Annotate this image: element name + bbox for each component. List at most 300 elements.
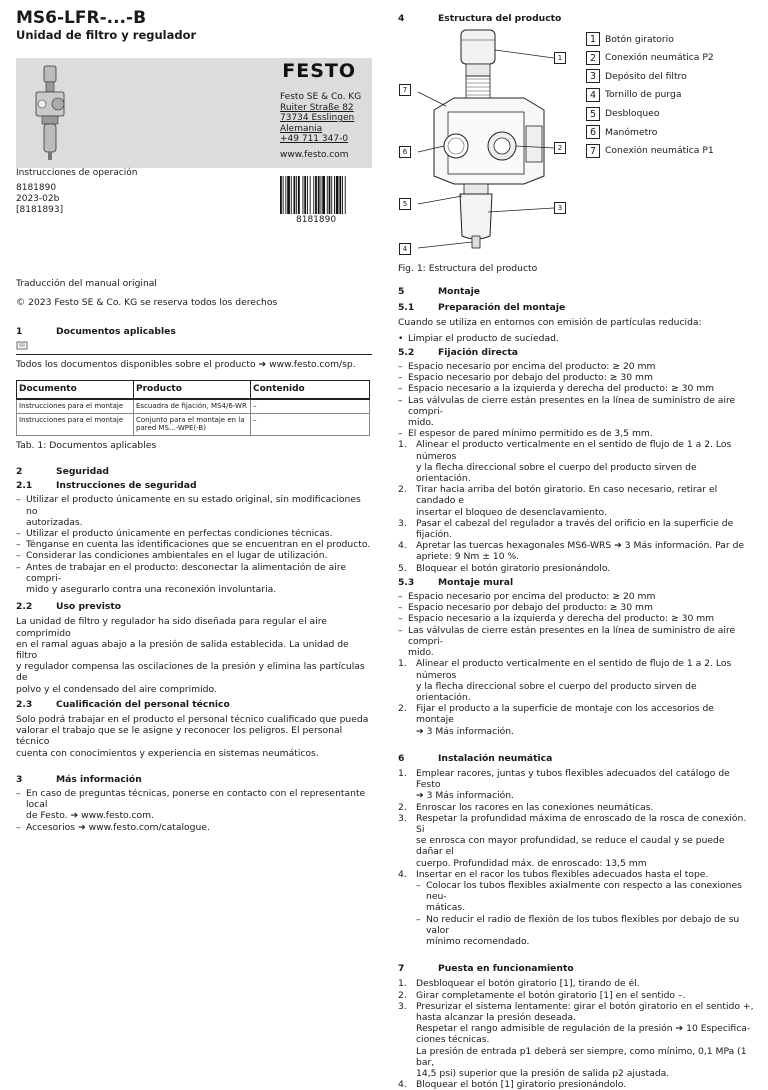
- section-heading: [16, 480, 372, 491]
- list-item: [398, 914, 754, 948]
- text-line: Espacio necesario a la izquierda y derecha del producto: ≥ 30 mm: [408, 383, 715, 395]
- legend-label: Tornillo de purga: [605, 89, 682, 101]
- list-marker: 2.: [398, 484, 407, 496]
- barcode-bar: [321, 176, 322, 214]
- table-header: Producto: [134, 381, 251, 400]
- list-marker: –: [16, 527, 21, 539]
- list-marker: –: [398, 361, 403, 373]
- safety-list: [16, 494, 372, 595]
- section-heading: [398, 13, 561, 24]
- list-marker: –: [16, 550, 21, 562]
- list-marker: –: [398, 591, 403, 603]
- barcode-bar: [307, 176, 308, 214]
- list-marker: –: [398, 613, 403, 625]
- list-item: [398, 439, 754, 484]
- list-marker: 2.: [398, 703, 407, 715]
- figure-caption: Fig. 1: Estructura del producto: [398, 263, 538, 274]
- section-title: Documentos aplicables: [56, 326, 176, 338]
- text-line: Espacio necesario por encima del producto: ≥ 20 mm: [408, 361, 656, 373]
- barcode-bar: [315, 176, 317, 214]
- list-item-text: [416, 768, 754, 802]
- section-heading: [16, 699, 372, 710]
- address-line: Ruiter Straße 82: [280, 102, 354, 113]
- text-line: El espesor de pared mínimo permitido es de 3,5 mm.: [408, 428, 653, 440]
- list-item-text: [408, 395, 754, 429]
- list-item: [16, 539, 372, 550]
- wall-mounting-steps: [398, 658, 754, 736]
- list-item-text: [26, 539, 370, 550]
- legend-item: [586, 49, 714, 68]
- table-cell: Escuadra de fijación, MS4/6-WR: [134, 399, 251, 413]
- code-line: 2023-02b: [16, 194, 60, 204]
- bullet-icon: •: [398, 332, 404, 344]
- text-line: Espacio necesario por encima del producto: ≥ 20 mm: [408, 591, 656, 603]
- section-title: Instalación neumática: [438, 752, 553, 764]
- list-item: [16, 562, 372, 596]
- list-item-text: [416, 484, 754, 518]
- text-line: Desbloquear el botón giratorio [1], tirando de él.: [416, 978, 640, 990]
- legend-number: 6: [586, 125, 600, 139]
- wall-mounting-list: [398, 591, 754, 658]
- barcode-icon: [279, 176, 369, 214]
- section-heading: [398, 286, 754, 297]
- table-caption: Tab. 1: Documentos aplicables: [16, 439, 157, 451]
- commissioning-steps: [398, 978, 754, 1090]
- legend-label: Desbloqueo: [605, 108, 660, 120]
- section-title: Seguridad: [56, 465, 109, 477]
- text-line: Solo podrá trabajar en el producto el personal técnico cualificado que pueda: [16, 713, 369, 725]
- list-item: [398, 1079, 754, 1090]
- list-item-text: [426, 880, 754, 914]
- barcode-bar: [298, 176, 300, 214]
- table-header: Documento: [17, 381, 134, 400]
- barcode-bar: [304, 176, 306, 214]
- table-header: Contenido: [251, 381, 370, 400]
- text-line: Las válvulas de cierre están presentes en la línea de suministro de aire compri-: [408, 394, 736, 417]
- text-line: autorizadas.: [26, 516, 83, 528]
- section-number: 4: [398, 13, 405, 24]
- text-line: Pasar el cabezal del regulador a través del orificio en la superficie de fijación.: [416, 517, 734, 541]
- code-line: 8181890: [16, 183, 57, 193]
- list-item: [398, 428, 754, 439]
- barcode-number: 8181890: [296, 215, 337, 225]
- section-title: Preparación del montaje: [438, 302, 566, 314]
- section-number: 2.2: [16, 601, 33, 613]
- list-marker: –: [16, 561, 21, 573]
- legend-item: [586, 123, 714, 142]
- list-item: [16, 528, 372, 539]
- list-item: [398, 383, 754, 394]
- preparation-text: Cuando se utiliza en entornos con emisión de partículas reducida:: [398, 317, 702, 329]
- list-marker: 4.: [398, 540, 407, 552]
- table-cell: Conjunto para el montaje en la pared MS...-WPE(-B): [134, 413, 251, 435]
- section-title: Montaje: [438, 286, 480, 297]
- text-line: hasta alcanzar la presión deseada.: [416, 1011, 577, 1023]
- legend-number: 4: [586, 88, 600, 102]
- applicable-docs-text: Todos los documentos disponibles sobre el producto ➔ www.festo.com/sp.: [16, 354, 372, 370]
- legend-label: Botón giratorio: [605, 33, 674, 45]
- section-number: 6: [398, 752, 405, 764]
- list-marker: –: [16, 494, 21, 506]
- text-line: insertar el bloqueo de desenclavamiento.: [416, 506, 607, 518]
- list-item: [398, 563, 754, 574]
- barcode-bar: [280, 176, 282, 214]
- text-line: Fijar el producto a la superficie de montaje con los accesorios de montaje: [416, 703, 714, 726]
- list-item: [398, 703, 754, 737]
- barcode-bar: [342, 176, 343, 214]
- list-marker: –: [416, 879, 421, 891]
- text-line: La unidad de filtro y regulador ha sido diseñada para regular el aire comprimido: [16, 616, 327, 639]
- legend-item: [586, 104, 714, 123]
- text-line: cuenta con conocimientos y experiencia en sistemas neumáticos.: [16, 747, 319, 759]
- document-codes: [16, 183, 63, 216]
- festo-logo: FESTO: [282, 60, 356, 82]
- text-line: La presión de entrada p1 deberá ser siempre, como mínimo, 0,1 MPa (1 bar,: [416, 1045, 747, 1068]
- legend-item: [586, 86, 714, 105]
- section-title: Montaje mural: [438, 576, 514, 588]
- list-marker: –: [16, 788, 21, 799]
- barcode-bar: [322, 176, 325, 214]
- structure-legend: [586, 30, 714, 160]
- list-item: [16, 788, 372, 822]
- list-item-text: [416, 978, 640, 989]
- list-marker: –: [398, 602, 403, 614]
- text-line: Las válvulas de cierre están presentes en la línea de suministro de aire compri-: [408, 624, 736, 647]
- barcode-bar: [291, 176, 292, 214]
- section-title: Estructura del producto: [438, 13, 562, 24]
- barcode-bar: [329, 176, 331, 214]
- callout-7: 7: [399, 84, 411, 96]
- text-line: mido y asegurarlo contra una reconexión involuntaria.: [26, 583, 277, 595]
- company-website-link[interactable]: www.festo.com: [280, 149, 349, 160]
- list-item-text: [408, 591, 655, 602]
- section-title: Puesta en funcionamiento: [438, 963, 574, 975]
- list-item-text: [408, 428, 653, 439]
- product-thumbnail-icon: [30, 64, 70, 164]
- section-number: 3: [16, 773, 23, 785]
- text-line: ciones técnicas.: [416, 1034, 490, 1046]
- list-item-text: [26, 822, 210, 833]
- callout-6: 6: [399, 146, 411, 158]
- list-marker: 3.: [398, 517, 407, 529]
- barcode-bar: [296, 176, 297, 214]
- section-number: 5.1: [398, 302, 415, 314]
- text-line: cuerpo. Profundidad máx. de enroscado: 13,5 mm: [416, 857, 647, 869]
- callout-2: 2: [554, 142, 566, 154]
- text-line: 14,5 psi) superior que la presión de salida p2 ajustada.: [416, 1068, 670, 1079]
- address-line: 73734 Esslingen: [280, 113, 355, 124]
- more-info-list: [16, 788, 372, 833]
- list-item-text: Limpiar el producto de suciedad.: [408, 332, 559, 344]
- list-marker: 5.: [398, 562, 407, 574]
- list-item: [398, 625, 754, 659]
- list-item-text: [416, 990, 685, 1001]
- right-column: [398, 286, 754, 1090]
- text-line: ➔ 3 Más información.: [416, 725, 515, 737]
- callout-3: 3: [554, 202, 566, 214]
- list-marker: –: [398, 394, 403, 406]
- text-line: Espacio necesario por debajo del producto: ≥ 30 mm: [408, 602, 653, 614]
- list-item: [398, 333, 754, 344]
- list-item-text: [416, 563, 610, 574]
- section-number: 2: [16, 465, 23, 477]
- barcode-bar: [287, 176, 290, 214]
- direct-mounting-list: [398, 361, 754, 439]
- barcode-bar: [283, 176, 284, 214]
- section-title: Fijación directa: [438, 346, 518, 358]
- operating-instructions-label: Instrucciones de operación: [16, 168, 138, 178]
- text-line: Apretar las tuercas hexagonales MS6-WRS ➔ 3 Más información. Par de: [416, 540, 745, 552]
- text-line: No reducir el radio de flexión de los tubos flexibles por debajo de su valor: [426, 913, 740, 936]
- list-item-text: [416, 802, 653, 813]
- text-line: Antes de trabajar en el producto: desconectar la alimentación de aire compri-: [26, 561, 347, 584]
- list-item: [398, 1001, 754, 1079]
- text-line: y la flecha direccional sobre el cuerpo del producto sirven de orientación.: [416, 680, 697, 703]
- barcode-bar: [327, 176, 328, 214]
- section-heading: [398, 577, 754, 588]
- text-line: Enroscar los racores en las conexiones neumáticas.: [416, 801, 654, 813]
- barcode-bar: [303, 176, 304, 214]
- list-marker: 2.: [398, 801, 407, 813]
- list-marker: –: [416, 913, 421, 925]
- barcode-bar: [331, 176, 332, 214]
- text-line: Ténganse en cuenta las identificaciones que se encuentran en el producto.: [26, 539, 371, 551]
- list-marker: 3.: [398, 1000, 407, 1012]
- section-number: 1: [16, 326, 23, 338]
- list-marker: 1.: [398, 439, 407, 451]
- translation-note: Traducción del manual original: [16, 278, 157, 289]
- section-number: 2.3: [16, 698, 33, 710]
- text-line: mínimo recomendado.: [426, 935, 530, 947]
- text-line: Bloquear el botón giratorio presionándolo.: [416, 562, 611, 574]
- list-item: [398, 802, 754, 813]
- section-title: Uso previsto: [56, 601, 122, 613]
- section-number: 5.3: [398, 576, 415, 588]
- list-item-text: [416, 703, 754, 737]
- section-number: 5: [398, 286, 405, 297]
- list-item-text: [26, 562, 372, 596]
- list-item-text: [416, 869, 708, 880]
- barcode-bar: [285, 176, 286, 214]
- qualification-text: [16, 714, 372, 759]
- legend-item: [586, 142, 714, 161]
- list-item-text: [416, 1001, 754, 1079]
- text-line: Bloquear el botón [1] giratorio presionándolo.: [416, 1079, 627, 1090]
- legend-label: Depósito del filtro: [605, 70, 687, 82]
- list-item: [398, 484, 754, 518]
- text-line: Colocar los tubos flexibles axialmente con respecto a las conexiones neu-: [426, 879, 742, 903]
- list-marker: 3.: [398, 812, 407, 824]
- list-marker: 1.: [398, 658, 407, 670]
- list-item: [398, 658, 754, 703]
- list-item: [398, 540, 754, 562]
- info-icon: [16, 341, 28, 350]
- table-cell: –: [251, 399, 370, 413]
- text-line: Utilizar el producto únicamente en su estado original, sin modificaciones no: [26, 494, 361, 517]
- text-line: Alinear el producto verticalmente en el sentido de flujo de 1 a 2. Los números: [416, 658, 732, 681]
- list-marker: –: [16, 539, 21, 551]
- text-line: Espacio necesario por debajo del producto: ≥ 30 mm: [408, 372, 653, 384]
- list-item-text: [408, 383, 714, 394]
- list-item: [398, 978, 754, 989]
- table-row: [17, 399, 370, 413]
- list-item-text: [416, 658, 754, 703]
- text-line: Alinear el producto verticalmente en el sentido de flujo de 1 a 2. Los números: [416, 439, 732, 462]
- list-item-text: [26, 528, 333, 539]
- left-column: [16, 278, 372, 833]
- list-item: [398, 869, 754, 880]
- address-line: +49 711 347-0: [280, 134, 349, 145]
- section-title: Más información: [56, 773, 142, 785]
- text-line: Insertar en el racor los tubos flexibles adecuados hasta el tope.: [416, 868, 709, 880]
- applicable-docs-table: [16, 380, 370, 436]
- list-item: [398, 372, 754, 383]
- barcode-bar: [294, 176, 296, 214]
- text-line: Girar completamente el botón giratorio [1] en el sentido –.: [416, 989, 686, 1001]
- text-line: mido.: [408, 417, 434, 429]
- section-heading: [16, 326, 372, 337]
- table-cell: –: [251, 413, 370, 435]
- barcode-bar: [310, 176, 311, 214]
- list-item: [398, 813, 754, 869]
- section-title: Cualificación del personal técnico: [56, 698, 230, 710]
- text-line: Accesorios ➔ www.festo.com/catalogue.: [26, 821, 210, 833]
- section-heading: [16, 774, 372, 785]
- list-marker: 2.: [398, 989, 407, 1001]
- section-number: 5.2: [398, 346, 415, 358]
- barcode-bar: [336, 176, 339, 214]
- list-marker: 4.: [398, 1079, 407, 1090]
- list-marker: 1.: [398, 978, 407, 990]
- list-item: [398, 768, 754, 802]
- list-item-text: [416, 813, 754, 869]
- legend-number: 3: [586, 69, 600, 83]
- list-item-text: [408, 372, 653, 383]
- code-line: [8181893]: [16, 205, 64, 215]
- pneumatic-installation-steps: [398, 768, 754, 880]
- legend-number: 5: [586, 107, 600, 121]
- legend-label: Conexión neumática P1: [605, 145, 714, 157]
- callout-5: 5: [399, 198, 411, 210]
- text-line: Espacio necesario a la izquierda y derecha del producto: ≥ 30 mm: [408, 613, 715, 625]
- barcode-bar: [334, 176, 335, 214]
- list-item: [398, 990, 754, 1001]
- text-line: polvo y el condensado del aire comprimido.: [16, 683, 217, 695]
- barcode-bar: [339, 176, 341, 214]
- text-line: en el ramal aguas abajo a la presión de salida establecida. La unidad de filtro: [16, 638, 349, 661]
- list-item-text: [408, 625, 754, 659]
- section-heading: [16, 466, 372, 477]
- text-line: se enrosca con mayor profundidad, se reduce el caudal y se puede dañar el: [416, 835, 725, 858]
- legend-label: Manómetro: [605, 126, 658, 138]
- section-title: Instrucciones de seguridad: [56, 480, 197, 492]
- text-line: de Festo. ➔ www.festo.com.: [26, 810, 154, 822]
- list-marker: –: [398, 372, 403, 384]
- list-item: [398, 613, 754, 624]
- section-heading: [398, 963, 754, 974]
- address-line: Festo SE & Co. KG: [280, 92, 362, 102]
- list-item: [16, 822, 372, 833]
- list-item: [398, 395, 754, 429]
- list-item-text: [416, 540, 744, 562]
- list-item-text: [416, 1079, 626, 1090]
- list-marker: –: [398, 428, 403, 440]
- list-item-text: [408, 361, 655, 372]
- list-item: [398, 361, 754, 372]
- text-line: Emplear racores, juntas y tubos flexibles adecuados del catálogo de Festo: [416, 767, 730, 791]
- legend-item: [586, 67, 714, 86]
- legend-number: 1: [586, 32, 600, 46]
- legend-number: 2: [586, 51, 600, 65]
- section-number: 2.1: [16, 480, 33, 492]
- list-item-text: [26, 494, 372, 528]
- list-item-text: [416, 518, 754, 540]
- text-line: Presurizar el sistema lentamente: girar el botón giratorio en el sentido +,: [416, 1000, 754, 1012]
- address-line: Alemania: [280, 123, 323, 134]
- text-line: En caso de preguntas técnicas, ponerse en contacto con el representante local: [26, 788, 366, 811]
- legend-label: Conexión neumática P2: [605, 52, 714, 64]
- header-info-box: [16, 58, 372, 168]
- text-line: máticas.: [426, 902, 466, 914]
- section-heading: [398, 302, 754, 313]
- text-line: ➔ 3 Más información.: [416, 790, 515, 802]
- callout-1: 1: [554, 52, 566, 64]
- list-marker: 1.: [398, 767, 407, 779]
- text-line: Respetar el rango admisible de regulación de la presión ➔ 10 Especifica-: [416, 1023, 751, 1035]
- list-item: [16, 550, 372, 561]
- list-item-text: [26, 788, 372, 822]
- list-item-text: [416, 439, 754, 484]
- legend-number: 7: [586, 144, 600, 158]
- section-heading: [398, 347, 754, 358]
- list-item-text: [26, 550, 328, 561]
- text-line: y la flecha direccional sobre el cuerpo del producto sirven de orientación.: [416, 461, 697, 485]
- table-cell: Instrucciones para el montaje: [17, 399, 134, 413]
- copyright-note: © 2023 Festo SE & Co. KG se reserva todos los derechos: [16, 297, 278, 309]
- text-line: y regulador compensa las oscilaciones de la presión y elimina las partículas de: [16, 661, 365, 684]
- text-line: mido.: [408, 647, 434, 659]
- section-heading: [398, 753, 754, 764]
- section-number: 7: [398, 963, 405, 975]
- list-item-text: [426, 914, 754, 948]
- list-item: [398, 591, 754, 602]
- list-item: [16, 494, 372, 528]
- company-address: [280, 92, 361, 161]
- list-item: [398, 880, 754, 914]
- text-line: Considerar las condiciones ambientales en el lugar de utilización.: [26, 550, 328, 562]
- legend-item: [586, 30, 714, 49]
- table-cell: Instrucciones para el montaje: [17, 413, 134, 435]
- text-line: apriete: 9 Nm ± 10 %.: [416, 551, 520, 563]
- list-item: [398, 602, 754, 613]
- list-marker: –: [398, 624, 403, 636]
- list-item: [398, 518, 754, 540]
- list-marker: 4.: [398, 868, 407, 880]
- text-line: Respetar la profundidad máxima de enroscado de la rosca de conexión. Si: [416, 812, 747, 835]
- callout-4: 4: [399, 243, 411, 255]
- list-marker: –: [398, 383, 403, 395]
- list-marker: –: [16, 821, 21, 833]
- barcode-bar: [345, 176, 346, 214]
- list-item-text: [408, 602, 653, 613]
- barcode-bar: [313, 176, 314, 214]
- intended-use-text: [16, 616, 372, 694]
- document-subtitle: Unidad de filtro y regulador: [16, 28, 197, 42]
- document-title: MS6-LFR-...-B: [16, 8, 147, 28]
- list-item-text: [408, 613, 714, 624]
- pneumatic-installation-subitems: [398, 880, 754, 947]
- table-row: [17, 413, 370, 435]
